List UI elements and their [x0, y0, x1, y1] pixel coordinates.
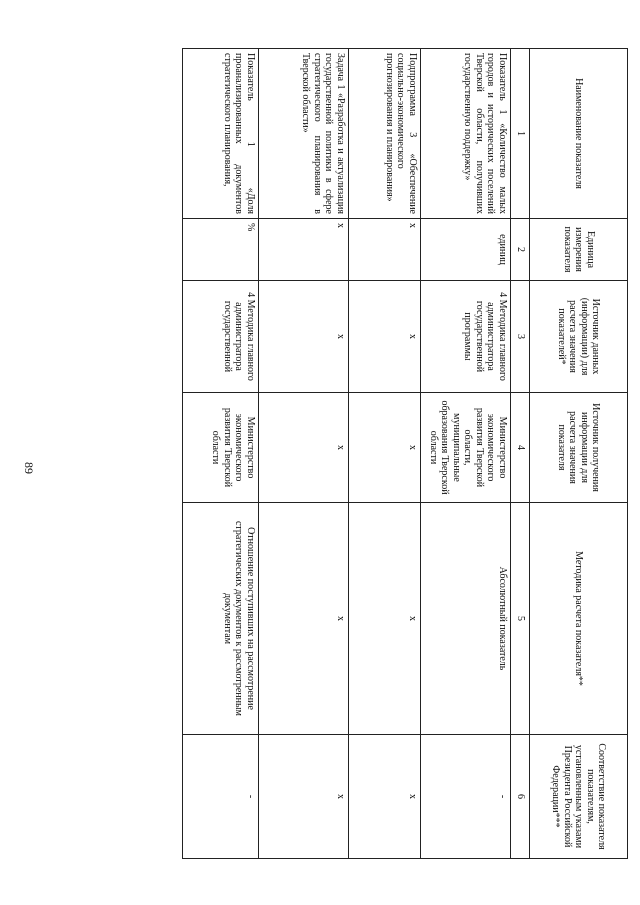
row-data-source: 4 Методика главного администратора государственной	[183, 281, 259, 393]
row-method: Отношение поступивших на рассмотрение стратегических документов к рассмотренным документам	[183, 503, 259, 735]
row-name: Показатель 1 «Количество малых городов и исторических поселений Тверской области, получивших государственную поддержку»	[421, 49, 511, 219]
row-info-source: Министерство экономического развития Тверской области, муниципальные образования Тверской области	[421, 393, 511, 503]
row-unit: х	[259, 219, 349, 281]
row-conformity: х	[349, 735, 421, 859]
column-number: 4	[511, 393, 530, 503]
header-name: Наименование показателя	[530, 49, 628, 219]
row-name: Задача 1 «Разработка и актуализация государственной политики в сфере стратегического планирования в Тверской области»	[259, 49, 349, 219]
header-data-source: Источник данных (информации) для расчета значения показателей*	[530, 281, 628, 393]
row-method: Абсолютный показатель	[421, 503, 511, 735]
row-conformity: -	[183, 735, 259, 859]
table-row	[259, 49, 349, 859]
row-name: Показатель 1 «Доля проанализированных документов стратегического планирования,	[183, 49, 259, 219]
table-row	[421, 49, 511, 859]
column-number: 3	[511, 281, 530, 393]
row-info-source: Министерство экономического развития Тверской области	[183, 393, 259, 503]
header-unit: Единица измерения показателя	[530, 219, 628, 281]
column-number: 2	[511, 219, 530, 281]
indicators-table	[182, 48, 628, 859]
header-info-source: Источник получения информации для расчета значения показателя	[530, 393, 628, 503]
table-row	[349, 49, 421, 859]
row-unit: %	[183, 219, 259, 281]
row-conformity: х	[259, 735, 349, 859]
row-name: Подпрограмма 3 «Обеспечение социально-экономического прогнозирования и планирования»	[349, 49, 421, 219]
row-data-source: 4 Методика главного администратора государственной программы	[421, 281, 511, 393]
row-data-source: х	[259, 281, 349, 393]
row-method: х	[259, 503, 349, 735]
header-conformity: Соответствие показателя показателям, установленным указами Президента Российской Федерации***	[530, 735, 628, 859]
row-info-source: х	[259, 393, 349, 503]
row-data-source: х	[349, 281, 421, 393]
column-number: 5	[511, 503, 530, 735]
row-unit: единиц	[421, 219, 511, 281]
row-info-source: х	[349, 393, 421, 503]
rotated-page	[88, 48, 628, 858]
page-number: 89	[22, 462, 36, 474]
header-row	[530, 49, 628, 859]
column-number: 1	[511, 49, 530, 219]
row-method: х	[349, 503, 421, 735]
row-unit: х	[349, 219, 421, 281]
column-number: 6	[511, 735, 530, 859]
row-conformity: -	[421, 735, 511, 859]
table-row	[183, 49, 259, 859]
header-method: Методика расчета показателя**	[530, 503, 628, 735]
column-numbers-row	[511, 49, 530, 859]
